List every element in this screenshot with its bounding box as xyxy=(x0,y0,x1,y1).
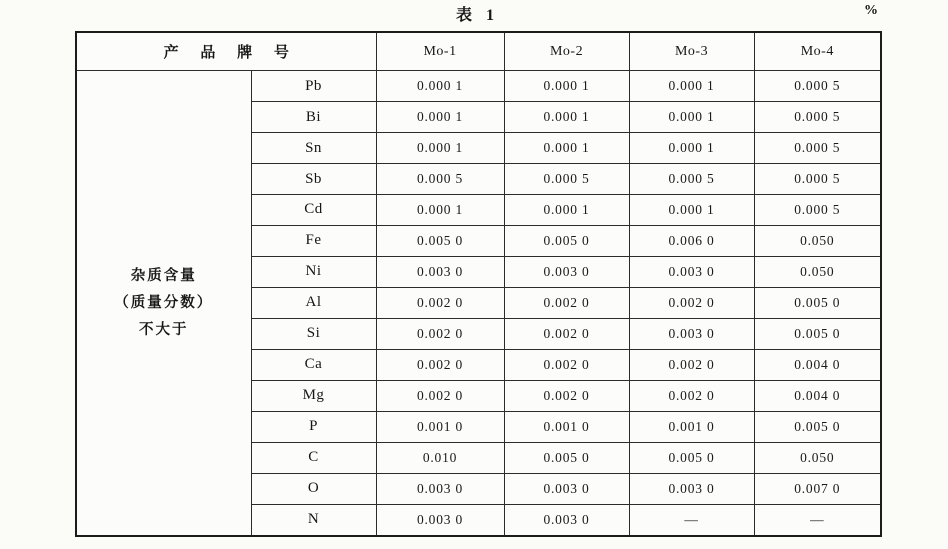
impurity-value: 0.000 1 xyxy=(504,71,629,102)
impurity-value: 0.002 0 xyxy=(629,380,754,411)
impurities-table xyxy=(75,31,882,537)
group-label-line: （质量分数） xyxy=(114,294,214,311)
impurity-value: 0.000 5 xyxy=(754,195,881,226)
group-label-line: 不大于 xyxy=(139,321,189,338)
impurity-value: 0.003 0 xyxy=(504,473,629,504)
impurity-value: 0.002 0 xyxy=(376,380,504,411)
element-symbol: Al xyxy=(251,287,376,318)
impurity-value: 0.000 1 xyxy=(629,71,754,102)
impurity-value: 0.000 5 xyxy=(754,102,881,133)
impurity-value: 0.010 xyxy=(376,442,504,473)
impurity-value: 0.000 1 xyxy=(629,102,754,133)
impurity-value: 0.004 0 xyxy=(754,349,881,380)
element-symbol: Cd xyxy=(251,195,376,226)
impurity-value: 0.000 1 xyxy=(376,102,504,133)
impurity-value: 0.002 0 xyxy=(376,318,504,349)
impurity-value: 0.000 5 xyxy=(376,164,504,195)
impurity-value: 0.000 5 xyxy=(504,164,629,195)
element-symbol: Pb xyxy=(251,71,376,102)
impurity-value: 0.050 xyxy=(754,225,881,256)
impurity-value: 0.005 0 xyxy=(754,411,881,442)
product-grade-header: 产 品 牌 号 xyxy=(76,32,376,71)
impurity-value: 0.000 1 xyxy=(504,102,629,133)
impurity-value: 0.002 0 xyxy=(504,349,629,380)
impurity-value: 0.050 xyxy=(754,256,881,287)
impurity-value: 0.001 0 xyxy=(376,411,504,442)
element-symbol: Ni xyxy=(251,256,376,287)
impurity-value: 0.002 0 xyxy=(504,380,629,411)
impurity-value: 0.000 5 xyxy=(754,71,881,102)
impurity-value: 0.006 0 xyxy=(629,225,754,256)
impurity-value: 0.000 1 xyxy=(376,195,504,226)
unit-label: % xyxy=(864,3,878,18)
impurity-value: 0.003 0 xyxy=(376,504,504,536)
impurity-value: 0.005 0 xyxy=(754,287,881,318)
impurity-value: 0.003 0 xyxy=(376,256,504,287)
impurity-value: 0.050 xyxy=(754,442,881,473)
element-symbol: Sn xyxy=(251,133,376,164)
impurity-value: 0.003 0 xyxy=(504,256,629,287)
impurity-value: 0.000 5 xyxy=(754,164,881,195)
impurity-value: 0.000 5 xyxy=(754,133,881,164)
impurity-value: — xyxy=(629,504,754,536)
impurity-value: 0.003 0 xyxy=(504,504,629,536)
element-symbol: Sb xyxy=(251,164,376,195)
element-symbol: O xyxy=(251,473,376,504)
impurity-value: 0.002 0 xyxy=(376,349,504,380)
element-symbol: Ca xyxy=(251,349,376,380)
impurity-value: 0.004 0 xyxy=(754,380,881,411)
impurity-value: 0.002 0 xyxy=(629,349,754,380)
impurity-value: 0.000 1 xyxy=(376,133,504,164)
impurity-value: 0.000 1 xyxy=(504,133,629,164)
impurity-group-label xyxy=(76,71,251,536)
column-header-mo-3: Mo-3 xyxy=(629,32,754,71)
element-symbol: C xyxy=(251,442,376,473)
impurity-value: 0.002 0 xyxy=(504,287,629,318)
impurity-value: 0.003 0 xyxy=(629,473,754,504)
impurity-value: 0.003 0 xyxy=(629,256,754,287)
column-header-mo-2: Mo-2 xyxy=(504,32,629,71)
impurity-value: 0.002 0 xyxy=(629,287,754,318)
impurity-value: 0.000 5 xyxy=(629,164,754,195)
impurity-value: 0.000 1 xyxy=(629,195,754,226)
impurity-value: 0.002 0 xyxy=(376,287,504,318)
element-symbol: P xyxy=(251,411,376,442)
impurity-value: 0.000 1 xyxy=(629,133,754,164)
impurity-value: 0.003 0 xyxy=(376,473,504,504)
impurity-value: 0.005 0 xyxy=(504,225,629,256)
header-row xyxy=(76,32,881,71)
element-symbol: Si xyxy=(251,318,376,349)
impurity-value: 0.005 0 xyxy=(629,442,754,473)
impurity-value: 0.003 0 xyxy=(629,318,754,349)
table-row xyxy=(76,71,881,102)
impurity-value: 0.005 0 xyxy=(754,318,881,349)
element-symbol: Bi xyxy=(251,102,376,133)
element-symbol: Fe xyxy=(251,225,376,256)
column-header-mo-4: Mo-4 xyxy=(754,32,881,71)
element-symbol: Mg xyxy=(251,380,376,411)
column-header-mo-1: Mo-1 xyxy=(376,32,504,71)
impurity-value: 0.001 0 xyxy=(629,411,754,442)
element-symbol: N xyxy=(251,504,376,536)
impurity-value: 0.001 0 xyxy=(504,411,629,442)
table-title: 表 1 xyxy=(455,7,499,24)
impurity-value: 0.007 0 xyxy=(754,473,881,504)
impurity-value: 0.000 1 xyxy=(504,195,629,226)
impurity-value: 0.005 0 xyxy=(504,442,629,473)
group-label-line: 杂质含量 xyxy=(130,267,197,284)
impurity-value: 0.002 0 xyxy=(504,318,629,349)
impurity-value: — xyxy=(754,504,881,536)
impurity-value: 0.005 0 xyxy=(376,225,504,256)
impurity-value: 0.000 1 xyxy=(376,71,504,102)
